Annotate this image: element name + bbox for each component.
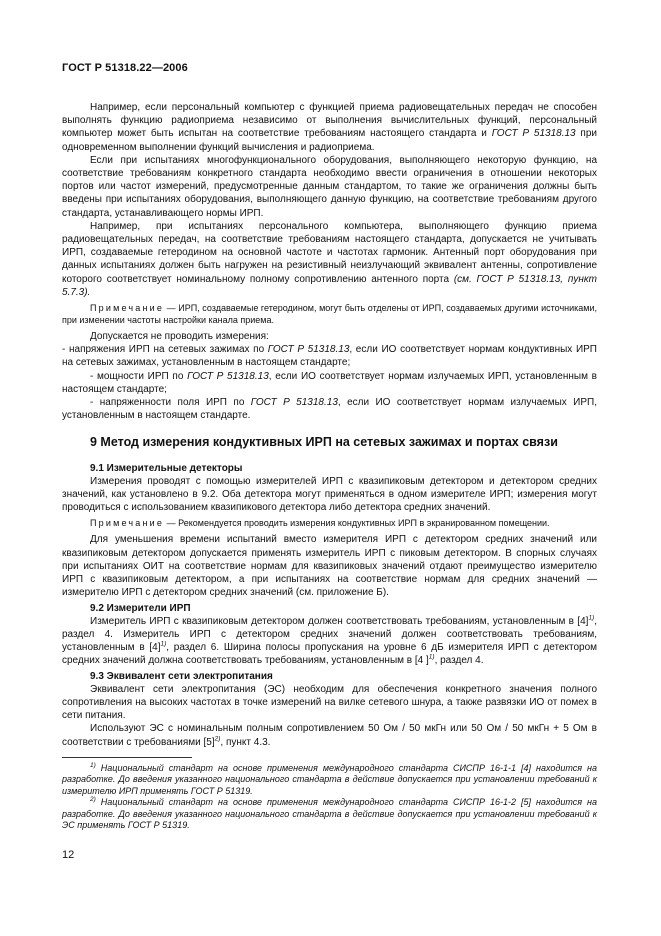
list-item: - мощности ИРП по ГОСТ Р 51318.13, если ИО соответствует нормам излучаемых ИРП, установленным в настоящем стандарте;	[62, 370, 597, 395]
paragraph: Эквивалент сети электропитания (ЭС) необходим для обеспечения конкретного значения полного сопротивления на высоких частотах в точке измерений на вилке сетевого шнура, а также развязки ИО от помех в сети питания.	[62, 683, 597, 722]
footnote-divider	[62, 757, 192, 758]
list-item: - напряжения ИРП на сетевых зажимах по ГОСТ Р 51318.13, если ИО соответствует нормам кондуктивных ИРП на сетевых зажимах, установленным в настоящем стандарте;	[62, 344, 597, 369]
paragraph: Для уменьшения времени испытаний вместо измерителя ИРП с детектором средних значений или квазипиковым детектором допускается применять измеритель ИРП с пиковым детектором. В спорных случаях при испытаниях ОИТ на соответствие нормам для квазипиковых значений отдают преимущество измерителю ИРП с квазипиковым детектором, а при испытаниях на соответствие нормам для средних значений — измерителю ИРП с детектором средних значений (см. приложение Б).	[62, 534, 597, 599]
paragraph: Если при испытаниях многофункционального оборудования, выполняющего некоторую функцию, на соответствие требованиям конкретного стандарта необходимо ввести ограничения в отношении некоторых портов или частот измерений, предусмотренные данным стандартом, то такие же ограничения должны быть введены при испытаниях оборудования, выполняющего данную функцию, на соответствие требованиям другого стандарта, устанавливающего нормы ИРП.	[62, 154, 597, 219]
note: Примечание — Рекомендуется проводить измерения кондуктивных ИРП в экранированном помещении.	[90, 518, 550, 529]
note: Примечание — ИРП, создаваемые гетеродином, могут быть отделены от ИРП, создаваемых другими источниками, при изменении частоты настройки канала приема.	[62, 303, 597, 326]
paragraph: Например, при испытаниях персонального компьютера, выполняющего функцию приема радиовещательных передач, на соответствие требованиям настоящего стандарта, допускается не учитывать ИРП, создаваемые гетеродином на основной частоте и частотах гармоник. Антенный порт оборудования при данных испытаниях должен быть нагружен на резистивный неизлучающий эквивалент антенны, сопротивление которого соответствует номинальному полному сопротивлению антенного порта (см. ГОСТ Р 51318.13, пункт 5.7.3).	[62, 220, 597, 298]
document-header: ГОСТ Р 51318.22—2006	[62, 62, 188, 74]
footnote: $^{2)}$ Национальный стандарт на основе применения международного стандарта СИСПР 16-1-2 [5] находится на разработке. До введения указанного национального стандарта в действие допускается при установлении требований к ЭС применять ГОСТ Р 51319.	[62, 796, 597, 831]
document-body	[62, 101, 597, 832]
subsection-heading: 9.1 Измерительные детекторы	[90, 462, 243, 474]
paragraph: Измерения проводят с помощью измерителей ИРП с квазипиковым детектором и детектором средних значений, как установлено в 9.2. Оба детектора могут применяться в одном измерителе ИРП; измерения могут проводиться с использованием квазипикового детектора либо детектора средних значений.	[62, 475, 597, 514]
paragraph: Используют ЭС с номинальным полным сопротивлением 50 Ом / 50 мкГн или 50 Ом / 50 мкГн + 5 Ом в соответствии с требованиями $[5]^{2)}$, пункт 4.3.	[62, 723, 597, 748]
document-page	[62, 62, 597, 832]
list-item: - напряженности поля ИРП по ГОСТ Р 51318.13, если ИО соответствует нормам излучаемых ИРП, установленным в настоящем стандарте.	[62, 397, 597, 422]
subsection-heading: 9.3 Эквивалент сети электропитания	[90, 670, 273, 682]
paragraph: Например, если персональный компьютер с функцией приема радиовещательных передач не способен выполнять функцию радиоприема независимо от выполнения вычислительных функций, персональный компьютер может быть испытан на соответствие требованиям настоящего стандарта и ГОСТ Р 51318.13 при одновременном выполнении функций вычисления и радиоприема.	[62, 102, 597, 153]
paragraph: Измеритель ИРП с квазипиковым детектором должен соответствовать требованиям, установленным в $[4]^{1)}$, раздел 4. Измеритель ИРП с детектором средних значений должен соответствовать требованиям, установленным в $[4]^{1)}$, раздел 6. Ширина полосы пропускания на уровне 6 дБ измерителя ИРП с детектором средних значений должна соответствовать требованиям, установленным в [4 ]$^{1)}$, раздел 4.	[62, 614, 597, 667]
page-number: 12	[62, 849, 75, 861]
paragraph: Допускается не проводить измерения:	[90, 331, 269, 343]
footnote: $^{1)}$ Национальный стандарт на основе применения международного стандарта СИСПР 16-1-1 [4] находится на разработке. До введения указанного национального стандарта в действие допускается при установлении требований к измерителю ИРП применять ГОСТ Р 51319.	[62, 761, 597, 796]
subsection-heading: 9.2 Измерители ИРП	[90, 602, 191, 614]
section-heading: 9 Метод измерения кондуктивных ИРП на сетевых зажимах и портах связи	[90, 435, 558, 450]
